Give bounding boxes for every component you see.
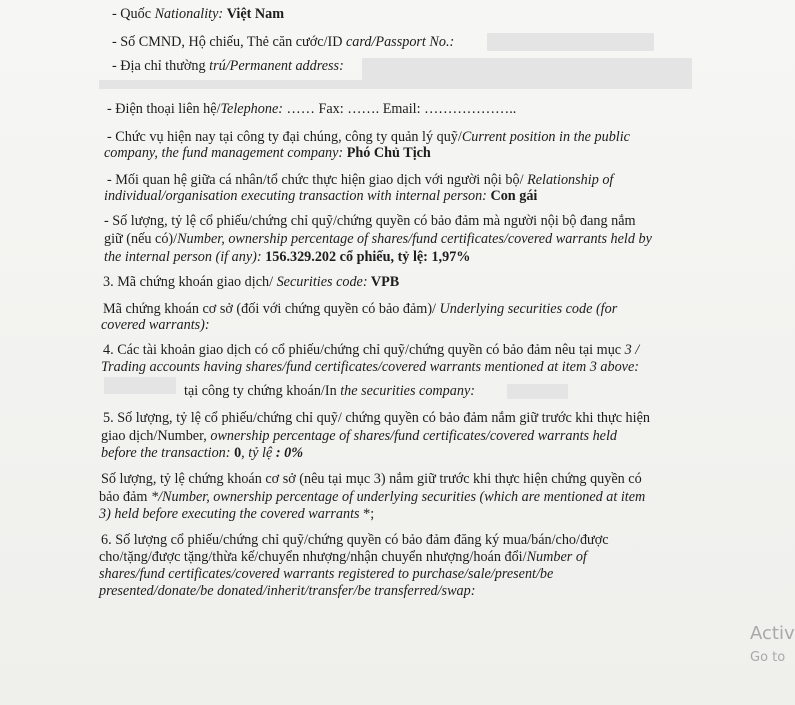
accounts-line-2: Trading accounts having shares/fund certificates/covered warrants mentioned at item 3 above:	[101, 359, 639, 375]
holding-value: 156.329.202 cổ phiếu, tỷ lệ: 1,97%	[265, 249, 471, 265]
holding-line-3: the internal person (if any): 156.329.202 cổ phiếu, tỷ lệ: 1,97%	[104, 249, 471, 265]
nationality-value: Việt Nam	[226, 6, 285, 22]
address-line: - Địa chỉ thường trú/Permanent address:	[112, 58, 344, 74]
redacted-address-2	[99, 80, 692, 89]
underlying-line-1: Mã chứng khoán cơ sở (đối với chứng quyền có bảo đảm)/ Underlying securities code (for	[103, 301, 618, 317]
relationship-value: Con gái	[490, 188, 538, 204]
before-ratio-value: : 0%	[275, 445, 304, 461]
before-line-1: 5. Số lượng, tỷ lệ cổ phiếu/chứng chỉ quỹ/ chứng quyền có bảo đảm nắm giữ trước khi thực hiện	[103, 410, 650, 426]
underlying-before-line-1: Số lượng, tỷ lệ chứng khoán cơ sở (nêu tại mục 3) nắm giữ trước khi thực hiện chứng quyền có	[101, 471, 642, 487]
registered-line-4: presented/donate/be donated/inherit/transfer/be transferred/swap:	[99, 583, 476, 599]
nationality-line: - Quốc Nationality: Việt Nam	[112, 6, 285, 22]
before-line-3: before the transaction: 0, tỷ lệ : 0%	[101, 445, 304, 461]
underlying-before-line-3: 3) held before executing the covered warrants *;	[99, 506, 375, 522]
accounts-line-1: 4. Các tài khoản giao dịch có cổ phiếu/chứng chỉ quỹ/chứng quyền có bảo đảm nêu tại mục 3 /	[103, 342, 640, 358]
underlying-before-line-2: bảo đảm */Number, ownership percentage of underlying securities (which are mentioned at item	[99, 489, 646, 505]
activation-watermark-title: Activ	[750, 623, 795, 644]
securities-code-value: VPB	[367, 274, 400, 290]
redacted-id-number	[487, 33, 654, 51]
redacted-securities-company	[507, 384, 568, 399]
relationship-line-1: - Mối quan hệ giữa cá nhân/tổ chức thực hiện giao dịch với người nội bộ/ Relationship of	[107, 172, 614, 188]
holding-line-2: giữ (nếu có)/Number, ownership percentage of shares/fund certificates/covered warrants held by	[104, 231, 652, 247]
securities-code-line: 3. Mã chứng khoán giao dịch/ Securities code: VPB	[103, 274, 400, 290]
relationship-line-2: individual/organisation executing transaction with internal person: Con gái	[104, 188, 538, 204]
position-line-2: company, the fund management company: Phó Chủ Tịch	[104, 145, 431, 161]
registered-line-1: 6. Số lượng cổ phiếu/chứng chỉ quỹ/chứng quyền có bảo đảm đăng ký mua/bán/cho/được	[101, 532, 609, 548]
id-card-line: - Số CMND, Hộ chiếu, Thẻ căn cước/ID card/Passport No.:	[112, 34, 455, 50]
before-line-2: giao dịch/Number, ownership percentage of shares/fund certificates/covered warrants held	[101, 428, 618, 444]
registered-line-3: shares/fund certificates/covered warrants registered to purchase/sale/present/be	[99, 566, 554, 582]
holding-line-1: - Số lượng, tỷ lệ cổ phiếu/chứng chỉ quỹ/chứng quyền có bảo đảm mà người nội bộ đang nắm	[104, 213, 636, 229]
position-line-1: - Chức vụ hiện nay tại công ty đại chúng, công ty quản lý quỹ/Current position in the public	[107, 129, 630, 145]
activation-watermark-subtitle: Go to	[750, 650, 786, 665]
redacted-account-number	[104, 377, 176, 394]
registered-line-2: cho/tặng/được tặng/thừa kế/chuyển nhượng/nhận chuyển nhượng/hoán đổi/Number of	[99, 549, 587, 565]
phone-line: - Điện thoại liên hệ/Telephone: …… Fax: ……. Email: ………………..	[107, 101, 517, 117]
underlying-line-2: covered warrants):	[101, 317, 210, 333]
accounts-line-3: tại công ty chứng khoán/In the securities company:	[184, 383, 475, 399]
position-value: Phó Chủ Tịch	[346, 145, 431, 161]
redacted-address-1	[362, 58, 692, 80]
before-quantity-value: 0	[234, 445, 242, 461]
